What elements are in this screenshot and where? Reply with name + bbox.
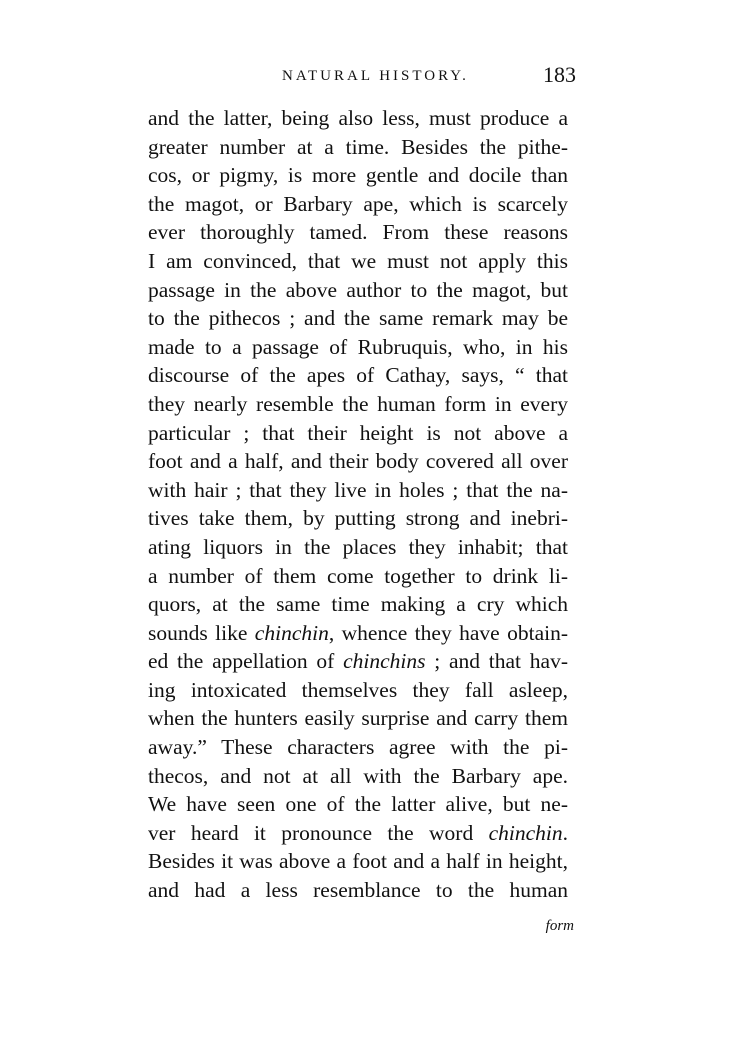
text-line: with hair ; that they live in holes ; that the na- (148, 477, 568, 502)
text-line: to the pithecos ; and the same remark may be (148, 306, 568, 331)
text-line: sounds like chinchin, whence they have obtain- (148, 620, 568, 645)
text-line: a number of them come together to drink li- (148, 563, 568, 588)
text-line: when the hunters easily surprise and carry them (148, 706, 568, 731)
text-line: discourse of the apes of Cathay, says, “ that (148, 363, 568, 388)
body-text (148, 104, 568, 905)
text-line: made to a passage of Rubruquis, who, in his (148, 334, 568, 359)
text-line: Besides it was above a foot and a half in height, (148, 849, 568, 874)
text-line: the magot, or Barbary ape, which is scarcely (148, 191, 568, 216)
text-line: away.” These characters agree with the pi- (148, 735, 568, 760)
text-line: passage in the above author to the magot, but (148, 277, 568, 302)
text-line: and had a less resemblance to the human (148, 878, 568, 903)
text-line: tives take them, by putting strong and inebri- (148, 506, 568, 531)
text-line: particular ; that their height is not above a (148, 420, 568, 445)
text-line: ever thoroughly tamed. From these reasons (148, 220, 568, 245)
page-number: 183 (543, 62, 576, 87)
text-line: greater number at a time. Besides the pithe- (148, 134, 568, 159)
text-line: ver heard it pronounce the word chinchin. (148, 820, 568, 845)
text-line: quors, at the same time making a cry which (148, 592, 568, 617)
text-line: We have seen one of the latter alive, but ne- (148, 792, 568, 817)
text-line: I am convinced, that we must not apply this (148, 248, 568, 273)
catchword: form (545, 918, 574, 934)
text-line: and the latter, being also less, must produce a (148, 106, 568, 130)
text-line: thecos, and not at all with the Barbary ape. (148, 763, 568, 788)
text-line: cos, or pigmy, is more gentle and docile than (148, 163, 568, 188)
text-line: ating liquors in the places they inhabit; that (148, 534, 568, 559)
running-head: NATURAL HISTORY. (282, 68, 469, 84)
page-header (148, 62, 576, 92)
text-line: they nearly resemble the human form in every (148, 391, 568, 416)
text-line: ing intoxicated themselves they fall asleep, (148, 677, 568, 702)
text-line: foot and a half, and their body covered all over (148, 449, 568, 474)
text-line: ed the appellation of chinchins ; and that hav- (148, 649, 568, 674)
